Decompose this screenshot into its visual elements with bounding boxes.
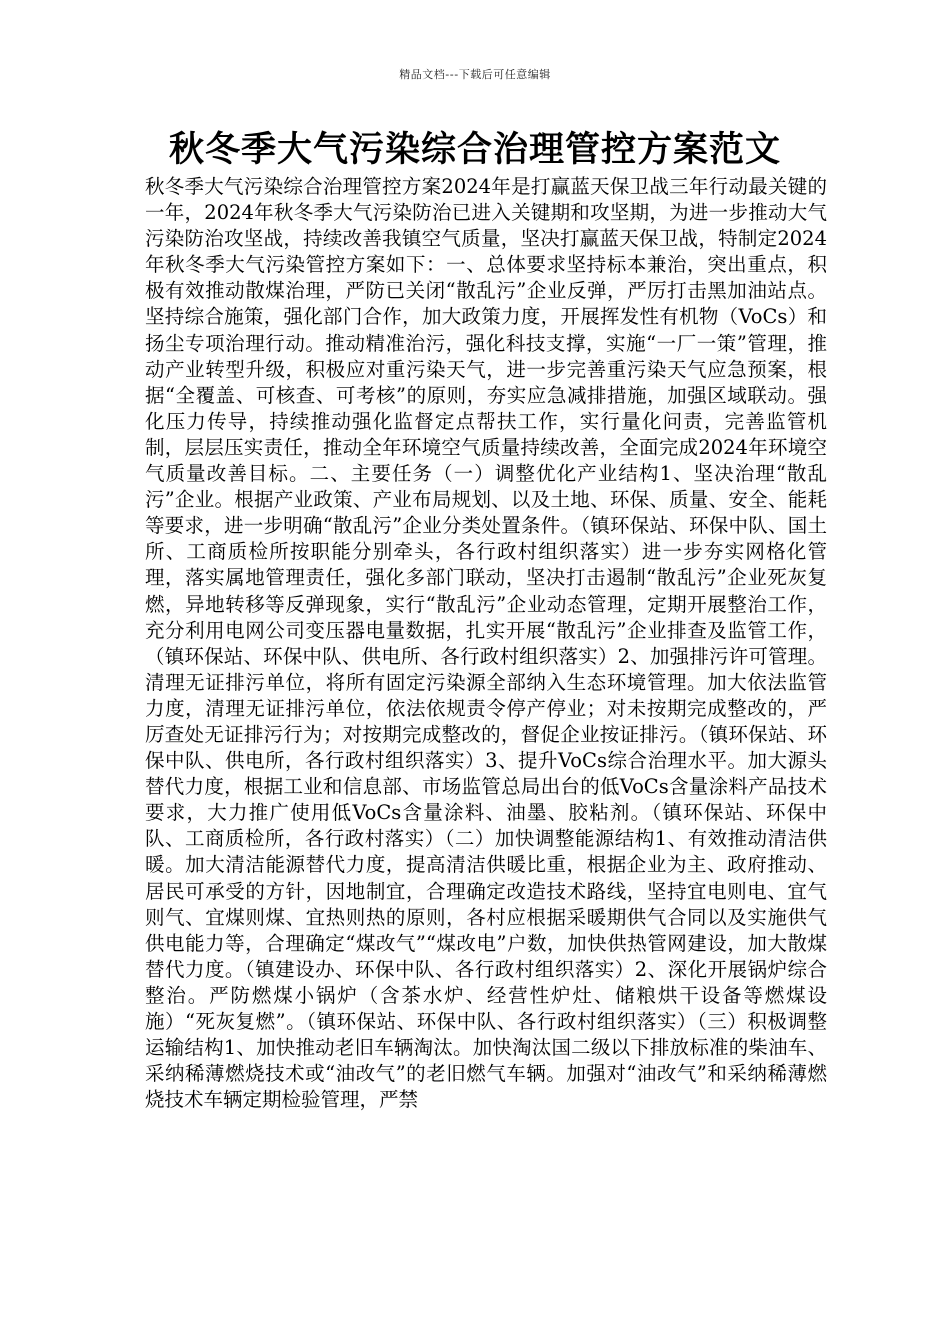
header-note: 精品文档---下载后可任意编辑 [399, 68, 551, 81]
document-body: 秋冬季大气污染综合治理管控方案2024年是打赢蓝天保卫战三年行动最关键的一年，2024年秋冬季大气污染防治已进入关键期和攻坚期，为进一步推动大气污染防治攻坚战，持续改善我镇空气质量，坚决打赢蓝天保卫战，特制定2024年秋冬季大气污染管控方案如下：一、总体要求坚持标本兼治，突出重点，积极有效推动散煤治理，严防已关闭“散乱污”企业反弹，严厉打击黑加油站点。坚持综合施策，强化部门合作，加大政策力度，开展挥发性有机物（VoCs）和扬尘专项治理行动。推动精准治污，强化科技支撑，实施“一厂一策”管理，推动产业转型升级，积极应对重污染天气，进一步完善重污染天气应急预案，根据“全覆盖、可核查、可考核”的原则，夯实应急减排措施，加强区域联动。强化压力传导，持续推动强化监督定点帮扶工作，实行量化问责，完善监管机制，层层压实责任，推动全年环境空气质量持续改善，全面完成2024年环境空气质量改善目标。二、主要任务（一）调整优化产业结构1、坚决治理“散乱污”企业。根据产业政策、产业布局规划、以及土地、环保、质量、安全、能耗等要求，进一步明确“散乱污”企业分类处置条件。（镇环保站、环保中队、国土所、工商质检所按职能分别牵头，各行政村组织落实）进一步夯实网格化管理，落实属地管理责任，强化多部门联动，坚决打击遏制“散乱污”企业死灰复燃，异地转移等反弹现象，实行“散乱污”企业动态管理，定期开展整治工作，充分利用电网公司变压器电量数据，扎实开展“散乱污”企业排查及监管工作，（镇环保站、环保中队、供电所、各行政村组织落实）2、加强排污许可管理。清理无证排污单位，将所有固定污染源全部纳入生态环境管理。加大依法监管力度，清理无证排污单位，依法依规责令停产停业；对未按期完成整改的，严厉查处无证排污行为；对按期完成整改的，督促企业按证排污。（镇环保站、环保中队、供电所，各行政村组织落实）3、提升VoCs综合治理水平。加大源头替代力度，根据工业和信息部、市场监管总局出台的低VoCs含量涂料产品技术要求，大力推广使用低VoCs含量涂料、油墨、胶粘剂。（镇环保站、环保中队、工商质检所，各行政村落实）（二）加快调整能源结构1、有效推动清洁供暖。加大清洁能源替代力度，提高清洁供暖比重，根据企业为主、政府推动、居民可承受的方针，因地制宜，合理确定改造技术路线，坚持宜电则电、宜气则气、宜煤则煤、宜热则热的原则，各村应根据采暖期供气合同以及实施供气供电能力等，合理确定“煤改气”“煤改电”户数，加快供热管网建设，加大散煤替代力度。（镇建设办、环保中队、各行政村组织落实）2、深化开展锅炉综合整治。严防燃煤小锅炉（含茶水炉、经营性炉灶、储粮烘干设备等燃煤设施）“死灰复燃”。（镇环保站、环保中队、各行政村组织落实）（三）积极调整运输结构1、加快推动老旧车辆淘汰。加快淘汰国二级以下排放标准的柴油车、采纳稀薄燃烧技术或“油改气”的老旧燃气车辆。加强对“油改气”和采纳稀薄燃烧技术车辆定期检验管理，严禁 [145, 175, 827, 1112]
document-title: 秋冬季大气污染综合治理管控方案范文 [168, 130, 781, 170]
